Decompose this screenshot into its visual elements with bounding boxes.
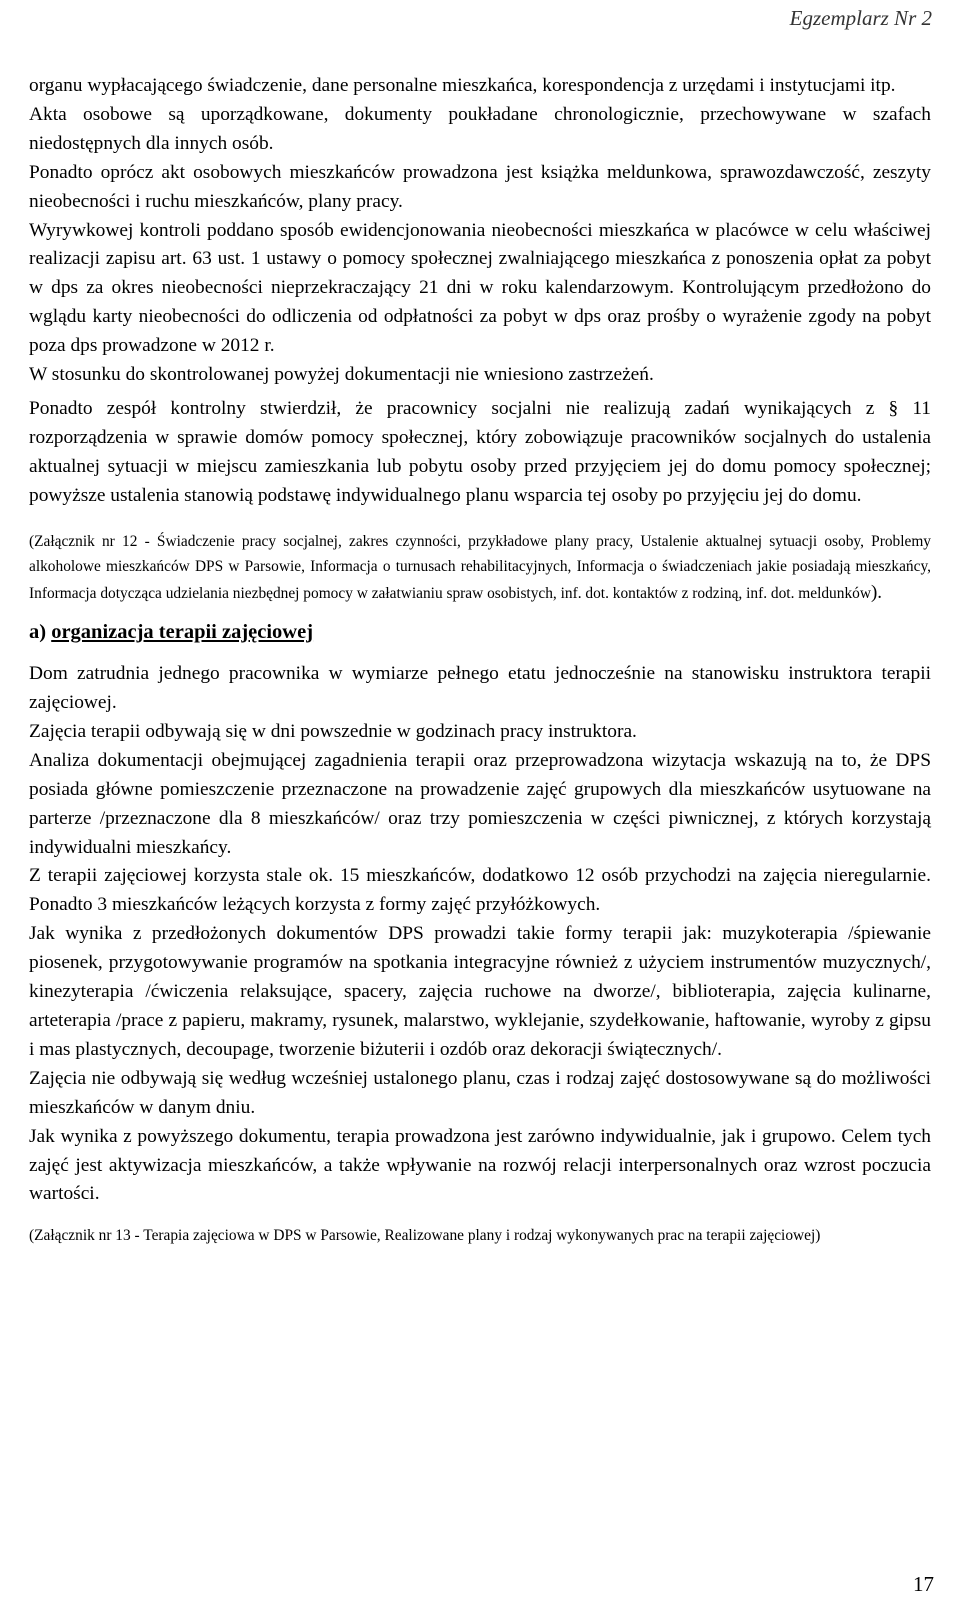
findings-paragraph: Ponadto zespół kontrolny stwierdził, że pracownicy socjalni nie realizują zadań wynikających z § 11 rozporządzenia w sprawie domów pomocy społecznej, który zobowiązuje pracowników socjalnych do ustalenia aktualnej sytuacji w miejscu zamieszkania lub pobytu osoby przed przyjęciem jej do domu pomocy społecznej; powyższe ustalenia stanowią podstawę indywidualnego planu wsparcia tej osoby po przyjęciu jej do domu.: [29, 397, 931, 506]
section-title: organizacja terapii zajęciowej: [51, 621, 314, 644]
section-marker: a): [29, 621, 47, 644]
body-paragraph: Akta osobowe są uporządkowane, dokumenty poukładane chronologicznie, przechowywane w szafach niedostępnych dla innych osób.: [29, 103, 931, 154]
body-paragraph: Analiza dokumentacji obejmującej zagadnienia terapii oraz przeprowadzona wizytacja wskazują na to, że DPS posiada główne pomieszczenie przeznaczone na prowadzenie zajęć grupowych dla mieszkańców usytuowane na parterze /przeznaczone dla 8 mieszkańców/ oraz trzy pomieszczenia w części piwnicznej, z których korzystają indywidualni mieszkańcy.: [29, 749, 931, 858]
body-paragraph: Zajęcia terapii odbywają się w dni powszednie w godzinach pracy instruktora.: [29, 720, 637, 742]
attachment-note-13: (Załącznik nr 13 - Terapia zajęciowa w DPS w Parsowie, Realizowane plany i rodzaj wykonywanych prac na terapii zajęciowej): [29, 1227, 821, 1245]
copy-number-header: Egzemplarz Nr 2: [789, 6, 932, 30]
document-body: [29, 72, 931, 1249]
section-heading-therapy: [29, 618, 931, 646]
attachment-note-12-closing: ).: [870, 581, 883, 603]
body-paragraph: Jak wynika z przedłożonych dokumentów DPS prowadzi takie formy terapii jak: muzykoterapia /śpiewanie piosenek, przygotowywanie programów na spotkania integracyjne również z użyciem instrumentów muzycznych/, kinezyterapia /ćwiczenia relaksujące, spacery, zajęcia ruchowe na dworze/, biblioterapia, zajęcia kulinarne, arteterapia /prace z papieru, makramy, rysunek, malarstwo, wyklejanie, szydełkowanie, haftowanie, wyroby z gipsu i mas plastycznych, decoupage, tworzenie biżuterii i ozdób oraz dekoracji świątecznych/.: [29, 923, 931, 1060]
body-paragraph: organu wypłacającego świadczenie, dane personalne mieszkańca, korespondencja z urzędami i instytucjami itp.: [29, 75, 896, 96]
body-paragraph: Ponadto oprócz akt osobowych mieszkańców prowadzona jest książka meldunkowa, sprawozdawczość, zeszyty nieobecności i ruchu mieszkańców, plany pracy.: [29, 161, 931, 212]
body-paragraph: Z terapii zajęciowej korzysta stale ok. 15 mieszkańców, dodatkowo 12 osób przychodzi na zajęcia nieregularnie. Ponadto 3 mieszkańców leżących korzysta z formy zajęć przyłóżkowych.: [29, 865, 931, 916]
body-paragraph: Dom zatrudnia jednego pracownika w wymiarze pełnego etatu jednocześnie na stanowisku instruktora terapii zajęciowej.: [29, 663, 931, 713]
body-paragraph: Wyrywkowej kontroli poddano sposób ewidencjonowania nieobecności mieszkańca w placówce w celu właściwej realizacji zapisu art. 63 ust. 1 ustawy o pomocy społecznej zwalniającego mieszkańca z ponoszenia opłat za pobyt w dps za okres nieobecności nieprzekraczający 21 dni w roku kalendarzowym. Kontrolującym przedłożono do wglądu karty nieobecności do odliczenia od odpłatności za pobyt w dps oraz prośby o wyrażenie zgody na pobyt poza dps prowadzone w 2012 r.: [29, 219, 931, 357]
body-paragraph: Zajęcia nie odbywają się według wcześniej ustalonego planu, czas i rodzaj zajęć dostosowywane są do możliwości mieszkańców w danym dniu.: [29, 1067, 931, 1118]
attachment-note-12: [29, 529, 931, 607]
page-number: 17: [913, 1572, 934, 1596]
body-paragraph: Jak wynika z powyższego dokumentu, terapia prowadzona jest zarówno indywidualnie, jak i grupowo. Celem tych zajęć jest aktywizacja mieszkańców, a także wpływanie na rozwój relacji interpersonalnych oraz wzrost poczucia wartości.: [29, 1125, 931, 1205]
attachment-note-12-text: (Załącznik nr 12 - Świadczenie pracy socjalnej, zakres czynności, przykładowe plany pracy, Ustalenie aktualnej sytuacji osoby, Problemy alkoholowe mieszkańców DPS w Parsowie, Informacja o turnusach rehabilitacyjnych, Informacja o świadczeniach jakie posiadają mieszkańcy, Informacja dotycząca udzielania niezbędnej pomocy w załatwianiu spraw osobistych, inf. dot. kontaktów z rodziną, inf. dot. meldunków: [29, 532, 931, 602]
body-paragraph: W stosunku do skontrolowanej powyżej dokumentacji nie wniesiono zastrzeżeń.: [29, 364, 654, 386]
